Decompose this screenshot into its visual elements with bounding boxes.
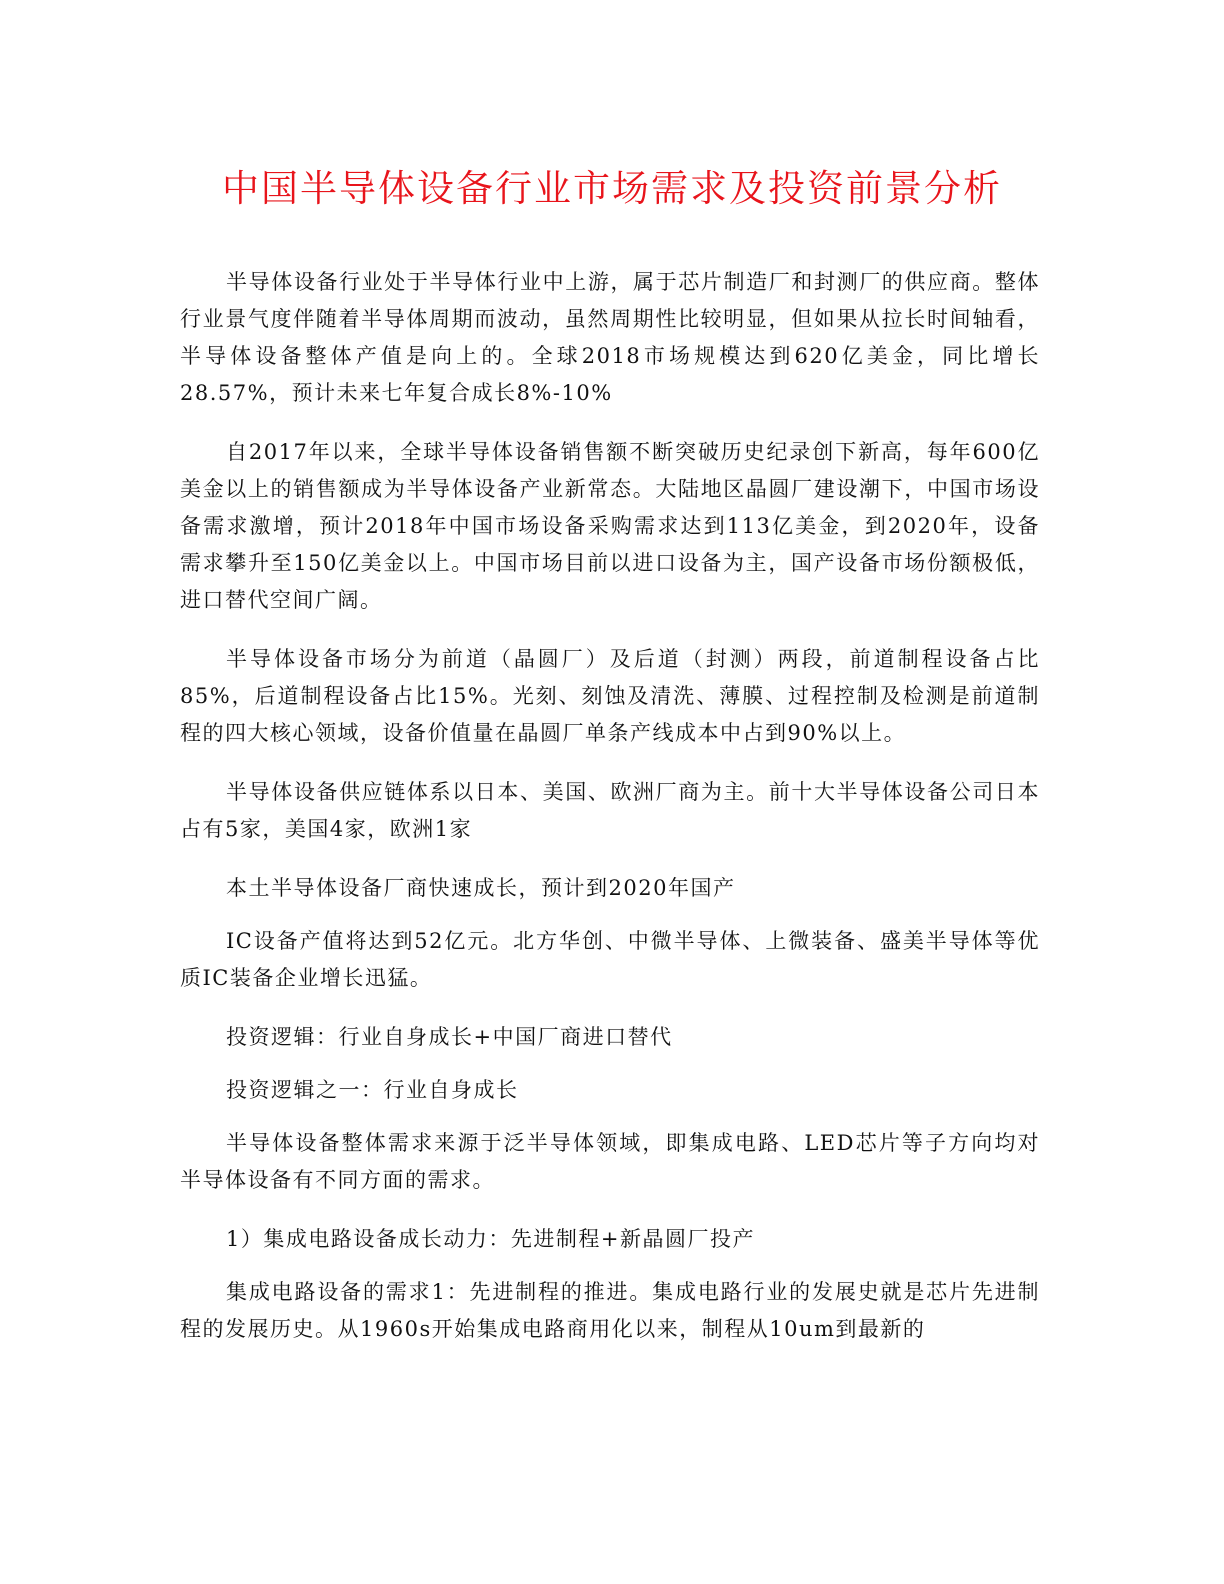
paragraph-investment-logic: 投资逻辑：行业自身成长+中国厂商进口替代 — [226, 1025, 673, 1049]
paragraph-market-growth: 自2017年以来，全球半导体设备销售额不断突破历史纪录创下新高，每年600亿美金以上的销售额成为半导体设备产业新常态。大陆地区晶圆厂建设潮下，中国市场设备需求激增，预计2018年中国市场设备采购需求达到113亿美金，到2020年，设备需求攀升至150亿美金以上。中国市场目前以进口设备为主，国产设备市场份额极低，进口替代空间广阔。 — [180, 440, 1040, 612]
paragraph-domestic-growth: 本土半导体设备厂商快速成长，预计到2020年国产 — [226, 876, 736, 900]
document-body — [180, 264, 1040, 1370]
paragraph-market-segments: 半导体设备市场分为前道（晶圆厂）及后道（封测）两段，前道制程设备占比85%，后道制程设备占比15%。光刻、刻蚀及清洗、薄膜、过程控制及检测是前道制程的四大核心领域，设备价值量在晶圆厂单条产线成本中占到90%以上。 — [180, 647, 1040, 745]
paragraph-demand-sources: 半导体设备整体需求来源于泛半导体领域，即集成电路、LED芯片等子方向均对半导体设备有不同方面的需求。 — [180, 1131, 1040, 1192]
paragraph-advanced-process: 集成电路设备的需求1：先进制程的推进。集成电路行业的发展史就是芯片先进制程的发展历史。从1960s开始集成电路商用化以来，制程从10um到最新的 — [180, 1280, 1040, 1341]
paragraph-supply-chain: 半导体设备供应链体系以日本、美国、欧洲厂商为主。前十大半导体设备公司日本占有5家，美国4家，欧洲1家 — [180, 780, 1040, 841]
document-title: 中国半导体设备行业市场需求及投资前景分析 — [222, 167, 1002, 210]
paragraph-ic-growth-drivers: 1）集成电路设备成长动力：先进制程+新晶圆厂投产 — [226, 1227, 755, 1251]
paragraph-investment-logic-one: 投资逻辑之一：行业自身成长 — [226, 1078, 519, 1102]
paragraph-industry-overview: 半导体设备行业处于半导体行业中上游，属于芯片制造厂和封测厂的供应商。整体行业景气度伴随着半导体周期而波动，虽然周期性比较明显，但如果从拉长时间轴看，半导体设备整体产值是向上的。全球2018市场规模达到620亿美金，同比增长28.57%，预计未来七年复合成长8%-10% — [180, 270, 1040, 405]
paragraph-ic-equipment-value: IC设备产值将达到52亿元。北方华创、中微半导体、上微装备、盛美半导体等优质IC装备企业增长迅猛。 — [180, 929, 1040, 990]
